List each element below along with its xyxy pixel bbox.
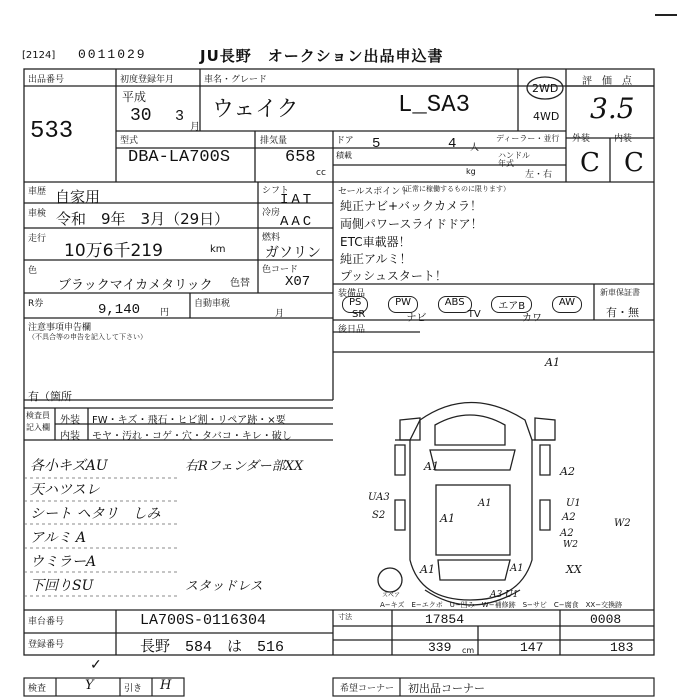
handle-value: 左・右 <box>525 170 553 180</box>
shift-value: IAT <box>280 192 315 208</box>
year-style-label: 年式 <box>498 159 514 168</box>
equip-navi: ナビ <box>406 313 427 324</box>
damage-mark: A1 <box>440 512 455 525</box>
inspect-value: 令和 9年 3月（29日） <box>56 210 230 228</box>
inspect-label: 車検 <box>28 209 47 219</box>
color-change-label: 色替 <box>230 278 250 289</box>
handwritten-note: アルミ A <box>30 530 87 546</box>
damage-mark: W2 <box>614 518 631 529</box>
selling-point: 純正アルミ！ <box>340 252 412 266</box>
car-name: ウェイク <box>212 97 299 122</box>
seats-value: 4 <box>448 136 457 152</box>
manual-value: 有・無 <box>606 306 639 319</box>
reg-month: 3 <box>175 108 185 125</box>
corner-mark <box>655 14 677 16</box>
selling-point: プッシュスタート！ <box>340 269 447 283</box>
selling-label: セールスポイント <box>338 187 410 197</box>
exterior-grade: C <box>580 148 600 178</box>
equip-abs: ABS <box>438 296 472 313</box>
length-value: 339 <box>428 640 452 655</box>
cm-unit: cm <box>462 646 475 655</box>
recycle-label: R券 <box>28 299 44 309</box>
name-label: 車名・グレード <box>204 75 268 85</box>
score-label: 評 価 点 <box>582 76 632 87</box>
displacement-value: 658 <box>285 148 316 167</box>
damage-mark: UA3 <box>368 492 390 503</box>
interior-grade: C <box>624 148 644 178</box>
handwritten-note: 各小キズAU <box>30 458 108 474</box>
corner-label: 希望コーナー <box>340 684 395 694</box>
drive-4wd: 4WD <box>533 110 560 123</box>
drive-2wd: 2WD <box>532 82 559 95</box>
selling-point: ETC車載器！ <box>340 235 411 249</box>
check-mark: ✓ <box>90 657 102 673</box>
ac-label: 冷房 <box>262 208 281 218</box>
exterior-label: 外装 <box>572 134 591 144</box>
manual-label: 新車保証書 <box>600 288 640 297</box>
color-value: ブラックマイカメタリック <box>58 278 213 293</box>
reg-year: 30 <box>130 106 152 126</box>
doors-value: 5 <box>372 136 381 152</box>
damage-mark: A2 <box>562 512 576 523</box>
inspection-interior-prefix: 内装 <box>60 431 80 442</box>
load-label: 積載 <box>336 151 352 160</box>
handle-label: ハンドル <box>498 151 530 160</box>
equip-pw: PW <box>388 296 418 313</box>
car-diagram <box>378 403 555 606</box>
notes-label: 注意事項申告欄 <box>28 323 92 333</box>
handwritten-note: シート ヘタリ しみ <box>30 506 161 522</box>
damage-mark: S2 <box>372 510 386 521</box>
damage-mark: A2 <box>560 465 575 478</box>
tax-month-unit: 月 <box>275 309 285 319</box>
dealer-label: ディーラー・並行 <box>496 134 560 143</box>
equip-tv: TV <box>467 309 481 320</box>
usage-value: 自家用 <box>55 188 101 206</box>
era: 平成 <box>122 90 147 104</box>
reg-label: 初度登録年月 <box>120 75 175 85</box>
model-label: 型式 <box>120 136 139 146</box>
damage-mark: A2 <box>560 528 574 539</box>
plate-label: 登録番号 <box>28 640 65 650</box>
selling-sub: （正常に稼働するものに限ります） <box>398 185 510 193</box>
damage-mark: A1 <box>545 356 560 369</box>
handwritten-note: 右Rフェンダー部XX <box>185 459 304 474</box>
fuel-label: 燃料 <box>262 233 281 243</box>
repair-history: 有（箇所 <box>28 390 72 403</box>
fuel-value: ガソリン <box>265 245 321 261</box>
equipment-label: 装備品 <box>338 289 366 299</box>
selling-point: 純正ナビ+バックカメラ！ <box>340 199 483 213</box>
equip-airbag: エアB <box>491 296 532 313</box>
spare-label: スペア <box>382 592 401 599</box>
shift-label: シフト <box>262 186 290 196</box>
serial-value: 17854 <box>425 612 465 627</box>
damage-mark: A1 <box>420 563 435 576</box>
km-unit: km <box>210 244 226 255</box>
lot-label: 出品番号 <box>28 75 65 85</box>
model-value: DBA-LA700S <box>128 148 231 167</box>
usage-label: 車歴 <box>28 187 47 197</box>
yen-unit: 円 <box>160 308 170 318</box>
inspection-exterior-items: FW・キズ・飛石・ヒビ割・リペア跡・×要 <box>92 415 286 426</box>
handwritten-note: 天ハツスレ <box>30 482 100 498</box>
damage-legend: A−キズ E−エクボ U−凹み W−補修跡 S−サビ C−腐食 XX−交換跡 <box>380 601 623 609</box>
equipment-row2 <box>352 309 542 324</box>
damage-mark: A1 <box>424 460 439 473</box>
color-code-label: 色コード <box>262 265 299 275</box>
check-value: Y <box>85 678 94 693</box>
damage-mark: XX <box>566 563 582 576</box>
mileage-value: 10万6千219 <box>64 241 163 261</box>
inspection-exterior-prefix: 外装 <box>60 415 80 426</box>
car-grade: L_SA3 <box>398 92 471 119</box>
ac-value: AAC <box>280 214 315 230</box>
tax-label: 自動車税 <box>194 299 231 309</box>
header-code: [2124] <box>22 50 56 61</box>
check2-value: H <box>160 678 172 693</box>
color-label: 色 <box>28 266 38 276</box>
equip-sr: SR <box>352 309 366 320</box>
inspection-interior-items: モヤ・汚れ・コゲ・穴・タバコ・キレ・破し <box>92 431 292 442</box>
selling-point: 両側パワースライドドア！ <box>340 217 483 231</box>
doors-label: ドア <box>336 136 354 146</box>
damage-mark: A3 U1 <box>490 590 519 600</box>
lot-number: 533 <box>30 118 74 145</box>
equip-ps: PS <box>342 296 368 313</box>
later-label: 後日品 <box>338 325 366 335</box>
damage-mark: A1 <box>510 563 524 574</box>
serial2-value: 0008 <box>590 612 622 627</box>
handwritten-note: ウミラーA <box>30 554 97 570</box>
corner-value: 初出品コーナー <box>408 682 485 695</box>
interior-label: 内装 <box>614 134 633 144</box>
chassis-label: 車台番号 <box>28 617 65 627</box>
month-unit: 月 <box>190 122 200 133</box>
chassis-value: LA700S-0116304 <box>140 612 267 629</box>
damage-mark: U1 <box>566 498 581 509</box>
lot-serial: 0011029 <box>78 47 147 62</box>
recycle-value: 9,140 <box>98 302 141 318</box>
cc-unit: cc <box>316 168 326 178</box>
height-value: 183 <box>610 640 634 655</box>
color-code-value: X07 <box>285 274 311 290</box>
mileage-label: 走行 <box>28 234 47 244</box>
check2-label: 引き <box>124 684 143 694</box>
displacement-label: 排気量 <box>260 136 288 146</box>
equip-leather: カワ <box>522 313 542 324</box>
plate-value: 長野 584 は 516 <box>140 639 285 656</box>
seats-unit: 人 <box>470 143 480 153</box>
kg-unit: kg <box>466 167 476 176</box>
inspection-label: 検査員記入欄 <box>26 411 50 432</box>
damage-mark: A1 <box>478 498 492 509</box>
equip-aw: AW <box>552 296 582 313</box>
damage-mark: W2 <box>563 540 578 550</box>
notes-sub: （不具合等の申告を記入して下さい） <box>28 333 147 341</box>
form-title: JU長野 オークション出品申込書 <box>200 47 444 65</box>
dims-label: 寸法 <box>338 613 352 621</box>
handwritten-note: 下回りSU <box>30 578 94 594</box>
width-value: 147 <box>520 640 544 655</box>
check-label: 検査 <box>28 684 47 694</box>
score-value: 3.5 <box>590 92 635 125</box>
handwritten-note: スタッドレス <box>185 579 263 594</box>
